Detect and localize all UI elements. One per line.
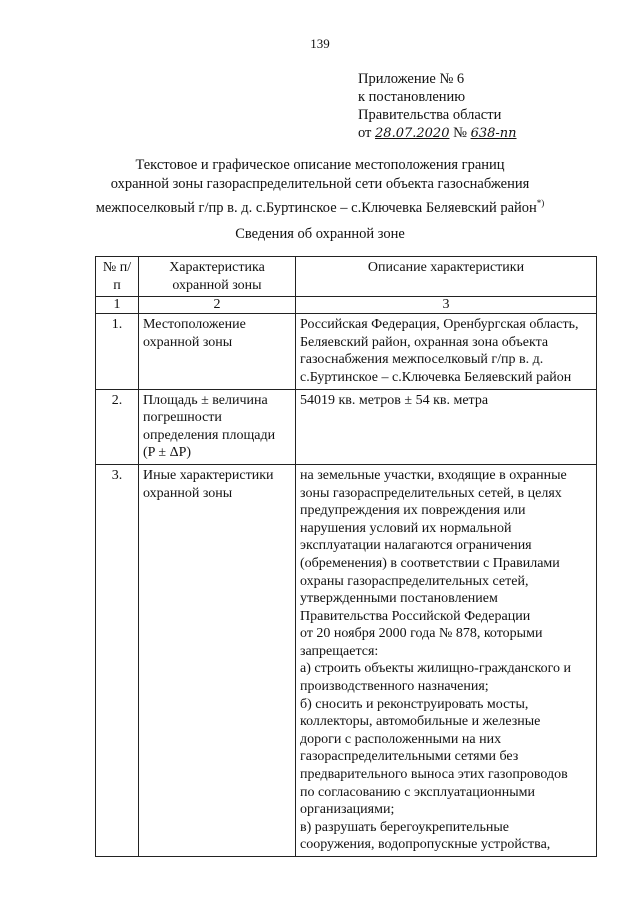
title-line-3-text: межпоселковый г/пр в. д. с.Буртинское – с.Ключевка Беляевский район bbox=[95, 199, 537, 216]
description-line: нарушения условий их нормальной bbox=[300, 520, 512, 536]
page-number: 139 bbox=[310, 36, 330, 51]
description-line: б) сносить и реконструировать мосты, bbox=[300, 696, 529, 712]
row-characteristic: Местоположение охранной зоны bbox=[139, 314, 296, 389]
title-line-2: охранной зоны газораспределительной сети объекта газоснабжения bbox=[110, 176, 530, 192]
description-line: предупреждения их повреждения или bbox=[300, 503, 526, 519]
column-number: 1 bbox=[96, 297, 139, 314]
description-line: запрещается: bbox=[300, 643, 379, 659]
description-line: с.Буртинское – с.Ключевка Беляевский район bbox=[300, 369, 572, 385]
row-num: 3. bbox=[96, 464, 139, 856]
description-line: газораспределительными сетями без bbox=[300, 749, 519, 765]
description-line: газоснабжения межпоселковый г/пр в. д. bbox=[300, 352, 544, 368]
description-line: (обременения) в соответствии с Правилами bbox=[300, 555, 560, 571]
handwritten-date: 28.07.2020 bbox=[375, 126, 450, 141]
description-line: от 20 ноября 2000 года № 878, которыми bbox=[300, 626, 543, 642]
date-prefix: от bbox=[358, 125, 372, 141]
row-description bbox=[296, 464, 597, 856]
section-subtitle: Сведения об охранной зоне bbox=[235, 226, 405, 242]
table-row bbox=[96, 314, 597, 389]
table-header-row bbox=[96, 257, 597, 297]
zone-info-table bbox=[95, 256, 597, 857]
row-description bbox=[296, 389, 597, 464]
handwritten-number: 638-пп bbox=[470, 126, 517, 141]
description-line: в) разрушать берегоукрепительные bbox=[300, 819, 510, 835]
appendix-date-line bbox=[358, 124, 517, 143]
appendix-block bbox=[358, 70, 517, 143]
row-description bbox=[296, 314, 597, 389]
description-line: Правительства Российской Федерации bbox=[300, 608, 531, 624]
document-title bbox=[0, 156, 640, 218]
description-line: сооружения, водопропускные устройства, bbox=[300, 837, 551, 853]
row-characteristic: Площадь ± величина погрешности определения площади (P ± ΔP) bbox=[139, 389, 296, 464]
description-line: эксплуатации налагаются ограничения bbox=[300, 538, 532, 554]
column-number-row bbox=[96, 297, 597, 314]
header-num: № п/п bbox=[96, 257, 139, 297]
description-line: Российская Федерация, Оренбургская область, bbox=[300, 317, 579, 333]
description-line: дороги с расположенными на них bbox=[300, 731, 502, 747]
column-number: 2 bbox=[139, 297, 296, 314]
description-line: организациями; bbox=[300, 802, 395, 818]
description-line: по согласованию с эксплуатационными bbox=[300, 784, 535, 800]
description-line: охраны газораспределительных сетей, bbox=[300, 573, 529, 589]
description-line: на земельные участки, входящие в охранные bbox=[300, 467, 567, 483]
row-num: 2. bbox=[96, 389, 139, 464]
description-line: зоны газораспределительных сетей, в целях bbox=[300, 485, 562, 501]
table-row bbox=[96, 464, 597, 856]
row-num: 1. bbox=[96, 314, 139, 389]
description-line: а) строить объекты жилищно-гражданского и bbox=[300, 661, 571, 677]
description-line: утвержденными постановлением bbox=[300, 591, 498, 607]
header-description: Описание характеристики bbox=[296, 257, 597, 297]
description-line: Беляевский район, охранная зона объекта bbox=[300, 334, 549, 350]
table-row bbox=[96, 389, 597, 464]
description-line: коллекторы, автомобильные и железные bbox=[300, 714, 541, 730]
header-characteristic: Характеристика охранной зоны bbox=[139, 257, 296, 297]
row-characteristic: Иные характеристики охранной зоны bbox=[139, 464, 296, 856]
column-number: 3 bbox=[296, 297, 597, 314]
description-line: производственного назначения; bbox=[300, 679, 489, 695]
title-line-1: Текстовое и графическое описание местоположения границ bbox=[135, 157, 505, 173]
appendix-line-2: к постановлению bbox=[358, 89, 466, 105]
description-line: 54019 кв. метров ± 54 кв. метра bbox=[300, 392, 489, 408]
title-line-3 bbox=[0, 194, 640, 218]
number-prefix: № bbox=[453, 125, 467, 141]
footnote-mark: *) bbox=[536, 198, 545, 208]
appendix-line-1: Приложение № 6 bbox=[358, 71, 465, 87]
description-line: предварительного выноса этих газопроводов bbox=[300, 767, 568, 783]
appendix-line-3: Правительства области bbox=[358, 107, 502, 123]
